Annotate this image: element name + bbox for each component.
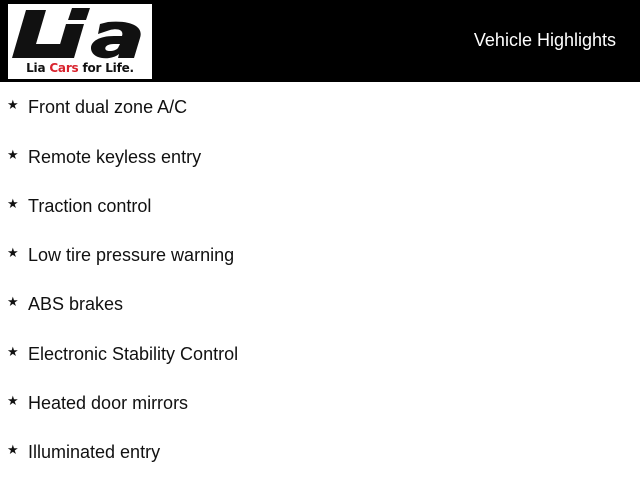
list-item: [0, 392, 640, 422]
star-icon: ★: [7, 443, 19, 458]
highlight-label: Low tire pressure warning: [28, 245, 235, 265]
list-item: [0, 293, 640, 323]
highlight-label: Front dual zone A/C: [28, 97, 188, 117]
list-item: [0, 343, 640, 373]
star-icon: ★: [7, 197, 19, 212]
star-icon: ★: [7, 246, 19, 261]
star-icon: ★: [7, 295, 19, 310]
star-icon: ★: [7, 345, 19, 360]
star-icon: ★: [7, 98, 19, 113]
logo-tagline: [8, 61, 152, 75]
logo-tagline-end: for Life.: [78, 61, 134, 75]
lia-wordmark-logo: [12, 4, 148, 62]
logo-tagline-start: Lia: [26, 61, 50, 75]
logo-tagline-accent: Cars: [49, 61, 79, 75]
highlight-label: Traction control: [28, 196, 152, 216]
highlight-label: ABS brakes: [28, 294, 124, 314]
highlight-label: Remote keyless entry: [28, 147, 202, 167]
list-item: [0, 195, 640, 225]
highlight-label: Heated door mirrors: [28, 393, 189, 413]
list-item: [0, 441, 640, 471]
list-item: [0, 244, 640, 274]
star-icon: ★: [7, 394, 19, 409]
list-item: [0, 146, 640, 176]
highlight-label: Illuminated entry: [28, 442, 161, 462]
page-title: Vehicle Highlights: [473, 30, 616, 50]
highlight-label: Electronic Stability Control: [28, 344, 239, 364]
star-icon: ★: [7, 148, 19, 163]
dealer-logo[interactable]: [8, 4, 152, 79]
list-item: [0, 96, 640, 126]
page-header: [0, 0, 640, 82]
